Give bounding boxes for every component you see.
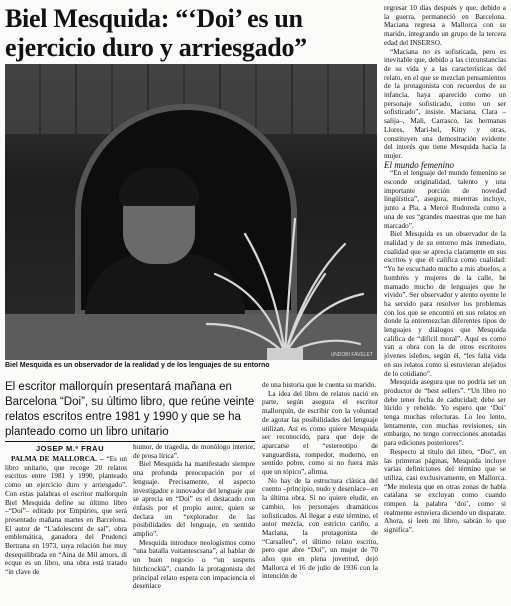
article-column-2 <box>133 443 255 603</box>
paragraph: “Maciana no es sofisticada, pero es inevitable que, debido a las circunstancias de su vida y a las características del relato, en el que se mezclan pensamientos de la protagonista con recuerdos de su infancia, haya aparecido como un personaje sofisticado, como un ser sofisticado”, insiste. Maciana, Clara –salija–, Mali, Carrasco, las hermanas Llores, Mari-bel, Kitty y otras, constituyen una demostración evidente del interés que tiene Mesquida hacia la mujer. <box>384 47 506 160</box>
photo-caption: Biel Mesquida es un observador de la realidad y de los lenguajes de su entorno <box>5 362 270 369</box>
section-heading: El mundo femenino <box>384 159 454 170</box>
article-subheadline: El escritor mallorquín presentará mañana en Barcelona “Doi”, su último libro, que reúne veinte relatos escritos entre 1981 y 1990 y que se ha planteado como un libro unitario <box>5 381 255 438</box>
dateline: PALMA DE MALLORCA. – <box>11 455 104 463</box>
paragraph-text: “Es un libro unitario, que recoge 20 relatos escritos entre 1981 y 1990, planteado como un ejercicio duro y arriesgado”. Con estas palabras el escritor mallorquín Biel Mesquida define su último libro –“Doi”– editado por Empúries, que será presentado mañana martes en Barcelona. El autor de “L'adolescent de sal”, obra emblemática, ganadora del Prudenci Bertrana en 1973, suya relación fue muy desequilibrada en “Aina de Mil amors, di ecque es un libro, una obra está tratado “in clave de <box>5 455 127 577</box>
photo-credit: UNDOBI FAVELET <box>330 352 373 358</box>
person-hair <box>119 168 199 206</box>
paragraph: Mesquida introduce neologismos como “una batalla vuitantescsana”, al hablar de un buen negocio o “un suspens hitchcockià”, cuando la protagonista del principal relato espera con impaciencia el desenlace <box>133 538 255 591</box>
paragraph: Respecto al título del libro, “Doi”, en las primeras páginas, Mesquida incluye varias definiciones del término que se utiliza, casi exclusivamente, en Mallorca. “Me molesta que en otras zonas de habla catalana se excluyan como cuando rompen la palabra ‘doi’, como si realmente estuviera diciendo un disparate. Ahora, si leen mi libro, sabrán lo que significa”. <box>384 447 506 535</box>
paragraph: humor, de tragedia, de monólogo interior, de prosa lírica”. <box>133 443 255 460</box>
paragraph: regresar 10 días después y que, debido a la guerra, permaneció en Barcelona. Maciana regresa a Mallorca con su marido, integrando un grupo de la tercera edad del INSERSO. <box>384 4 506 47</box>
divider-rule <box>5 441 255 442</box>
plant-illustration <box>205 214 365 360</box>
author-byline: JOSEP M.ª FRAU <box>36 444 104 453</box>
article-photo <box>5 64 377 360</box>
paragraph: Biel Mesquida es un observador de la realidad y de su entorno más inmediato, cualidad que se aprecia claramente en sus escritos y que él califica como cualidad: “Yo he escuchado mucho a mis abuelos, a hombres y mujeres de la calle, he mamado mucho de lenguajes que he vivido”. Ser observador y atento oyente le ha servido para resolver los problemas con los que se encontró en sus relatos en donde la entremezclan diferentes tipos de lenguajes y diálogos que Mesquida califica de “difícil moral”. Aquí es como van a obra con la de otros escritores jóvenes isleños, según él, “les falta vida en sus relatos como si estuvieran alejados de lo cotidiano”. <box>384 230 506 378</box>
article-column-1 <box>5 455 127 603</box>
paragraph: No hay de la estructura clásica del cuento –principio, nudo y desenlace– en la última obra. Si no quiere eludir, en cambio, los personajes dramáticos sofisticados. Al llegar a este término, el autor mezcla, con estricto cariño, a Maciana, la protagonista de “Carsalleu”, el último relato escrito, pero que abre “Doi”, un mujer de 70 años que en plena juventud, dejó Mallorca el 16 de julio de 1936 con la intención de <box>262 476 378 581</box>
paragraph <box>5 455 127 577</box>
article-column-3 <box>262 381 378 603</box>
article-headline: Biel Mesquida: “‘Doi’ es un ejercicio duro y arriesgado” <box>5 4 307 62</box>
paragraph: de una historia que le cuenta su marido. <box>262 381 377 389</box>
paragraph: Biel Mesquida ha manifestado siempre una profunda preocupación por el lenguaje. Precisamente, el aspecto investigador e innovador del lenguaje que se aprecia en “Doi” es el destacado con énfasis por el propio autor, quien se declara un “explorador de las posibilidades del lenguaje, en sentido amplio”. <box>133 460 255 539</box>
paragraph: Mesquida asegura que no podría ser un productor de “best sellers”. “Un libro no debe tener fecha de caducidad; debe ser lúcido y rebelde. Yo espero que ‘Doi’ tenga muchas relecturas. Lo leo lento, lentamente, con muchas revisiones, sin embargo, no tengo correcciones anotadas para ediciones posteriores”. <box>384 378 506 448</box>
article-column-4 <box>384 4 506 603</box>
paragraph: La idea del libro de relatos nació en parte, según asegura el escritor mallorquín, de escribir con la voluntad de agotar las posibilidades del lenguaje utilizan. Así es como quiere Mesquida ser reconocido, para que deje de aparcarse el “estereotipo de vanguardista, rompedor, moderno, en sentido pobre, como si no fuera más que un tópico”, afirma. <box>262 389 378 477</box>
paragraph: “En el lenguaje del mundo femenino se esconde originalidad, talento y una importante porción de novedad lingüística”, asegura, mientras incluye, junto a Pla, a Mercè Rodoreda como a una de sus “grandes maestras que me han marcado”. <box>384 169 506 230</box>
